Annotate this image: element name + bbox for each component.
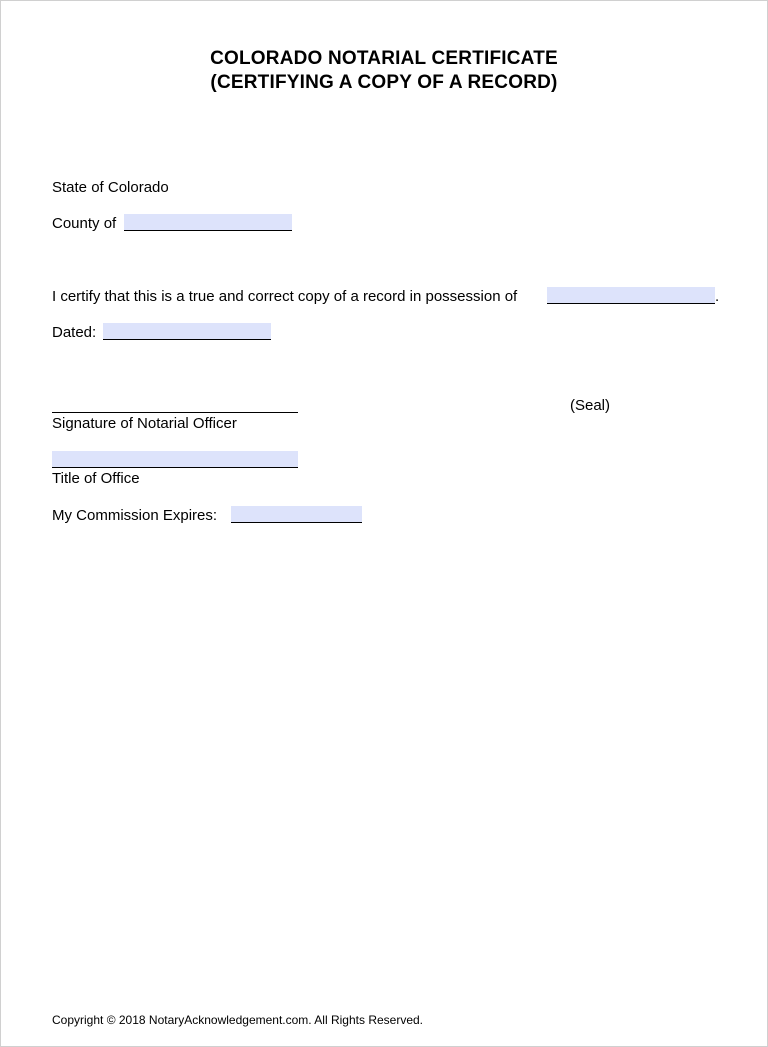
title-line-2: (CERTIFYING A COPY OF A RECORD) bbox=[210, 72, 558, 93]
dated-label: Dated: bbox=[52, 324, 97, 341]
county-field[interactable] bbox=[124, 214, 292, 231]
title-line-1: COLORADO NOTARIAL CERTIFICATE bbox=[210, 48, 558, 69]
copyright-footer: Copyright © 2018 NotaryAcknowledgement.com. All Rights Reserved. bbox=[52, 1013, 424, 1027]
certify-statement: I certify that this is a true and correct copy of a record in possession of bbox=[52, 288, 518, 305]
title-of-office-field[interactable] bbox=[52, 451, 298, 468]
commission-expires-label: My Commission Expires: bbox=[52, 507, 218, 524]
document-title bbox=[0, 47, 768, 95]
statement-period: . bbox=[715, 288, 720, 305]
signature-label: Signature of Notarial Officer bbox=[52, 415, 237, 432]
county-label: County of bbox=[52, 215, 117, 232]
signature-line bbox=[52, 412, 298, 413]
state-label: State of Colorado bbox=[52, 179, 169, 196]
dated-field[interactable] bbox=[103, 323, 271, 340]
possession-of-field[interactable] bbox=[547, 287, 715, 304]
commission-expires-field[interactable] bbox=[231, 506, 362, 523]
seal-label: (Seal) bbox=[570, 397, 611, 414]
title-of-office-label: Title of Office bbox=[52, 470, 140, 487]
